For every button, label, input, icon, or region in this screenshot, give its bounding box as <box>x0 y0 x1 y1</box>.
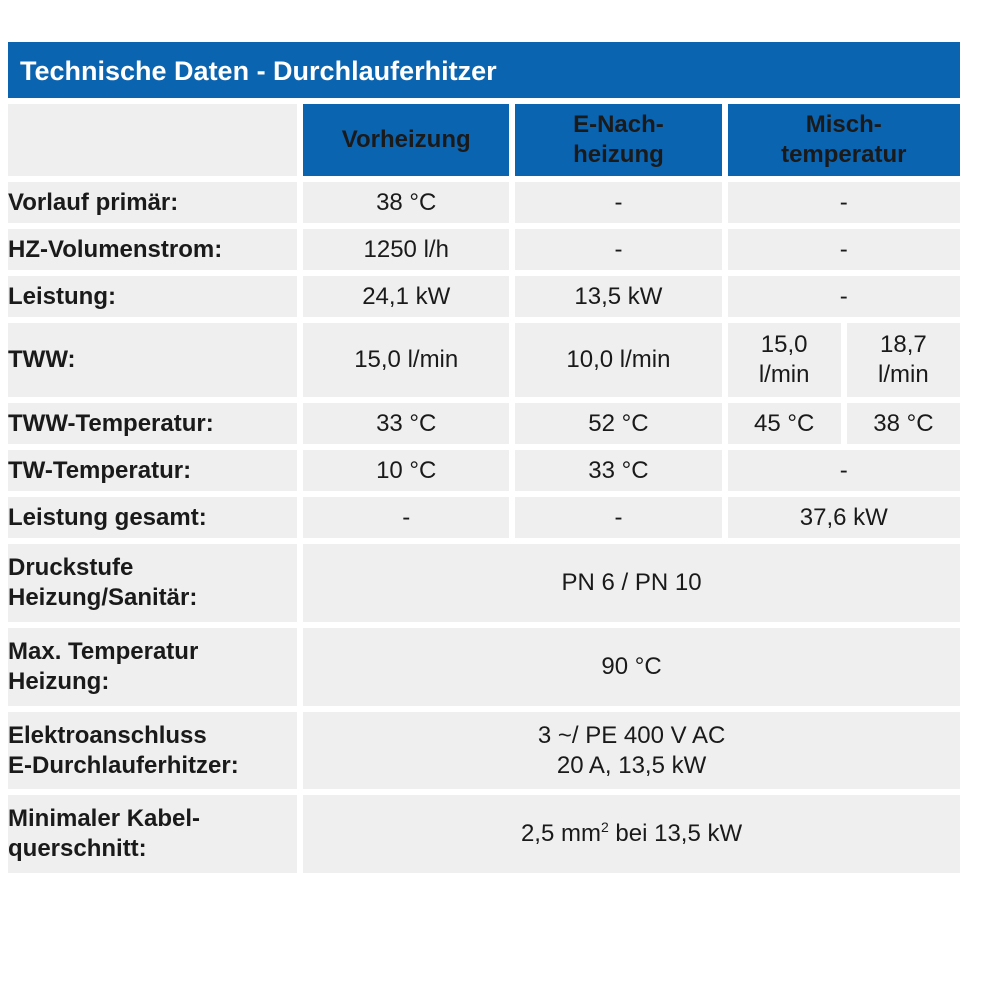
row-label: TWW-Temperatur: <box>8 403 297 444</box>
row-label: Max. Temperatur Heizung: <box>8 628 297 706</box>
cell-value: PN 6 / PN 10 <box>303 544 960 622</box>
row-label: Elektroanschluss E-Durchlauferhitzer: <box>8 712 297 789</box>
table-row <box>8 497 960 538</box>
table-row <box>8 795 960 873</box>
cell-mischtemperatur-a: 45 °C <box>728 403 841 444</box>
row-label: TWW: <box>8 323 297 397</box>
cell-vorheizung: 38 °C <box>303 182 509 223</box>
cell-enachheizung: 13,5 kW <box>515 276 721 317</box>
table-row <box>8 544 960 622</box>
cell-vorheizung: 33 °C <box>303 403 509 444</box>
row-label: TW-Temperatur: <box>8 450 297 491</box>
cell-enachheizung: 33 °C <box>515 450 721 491</box>
cell-enachheizung: 52 °C <box>515 403 721 444</box>
row-label: Leistung: <box>8 276 297 317</box>
cell-mischtemperatur: - <box>728 182 960 223</box>
spec-table <box>2 98 966 879</box>
header-corner <box>8 104 297 176</box>
row-label: Minimaler Kabel- querschnitt: <box>8 795 297 873</box>
cell-enachheizung: - <box>515 497 721 538</box>
cell-mischtemperatur: - <box>728 450 960 491</box>
cell-mischtemperatur-b: 38 °C <box>847 403 960 444</box>
header-row <box>8 104 960 176</box>
cell-value: 2,5 $mm^2$ bei 13,5 kW <box>303 795 960 873</box>
cell-mischtemperatur: 37,6 kW <box>728 497 960 538</box>
header-mischtemperatur: Misch- temperatur <box>728 104 960 176</box>
cell-mischtemperatur-b: 18,7 l/min <box>847 323 960 397</box>
cell-vorheizung: - <box>303 497 509 538</box>
cell-mischtemperatur: - <box>728 276 960 317</box>
table-row <box>8 229 960 270</box>
row-label: HZ-Volumenstrom: <box>8 229 297 270</box>
cell-vorheizung: 10 °C <box>303 450 509 491</box>
table-row <box>8 323 960 397</box>
row-label: Druckstufe Heizung/Sanitär: <box>8 544 297 622</box>
table-row <box>8 712 960 789</box>
cell-enachheizung: - <box>515 229 721 270</box>
cell-mischtemperatur-a: 15,0 l/min <box>728 323 841 397</box>
cell-vorheizung: 1250 l/h <box>303 229 509 270</box>
cell-value: 90 °C <box>303 628 960 706</box>
table-title: Technische Daten - Durchlauferhitzer <box>8 42 960 98</box>
header-enachheizung: E-Nach- heizung <box>515 104 721 176</box>
cell-enachheizung: 10,0 l/min <box>515 323 721 397</box>
cell-enachheizung: - <box>515 182 721 223</box>
cell-mischtemperatur: - <box>728 229 960 270</box>
cell-value: 3 ~/ PE 400 V AC 20 A, 13,5 kW <box>303 712 960 789</box>
table-row <box>8 450 960 491</box>
table-row <box>8 276 960 317</box>
table-row <box>8 403 960 444</box>
table-row <box>8 628 960 706</box>
row-label: Leistung gesamt: <box>8 497 297 538</box>
table-row <box>8 182 960 223</box>
cell-vorheizung: 15,0 l/min <box>303 323 509 397</box>
row-label: Vorlauf primär: <box>8 182 297 223</box>
cell-vorheizung: 24,1 kW <box>303 276 509 317</box>
header-vorheizung: Vorheizung <box>303 104 509 176</box>
